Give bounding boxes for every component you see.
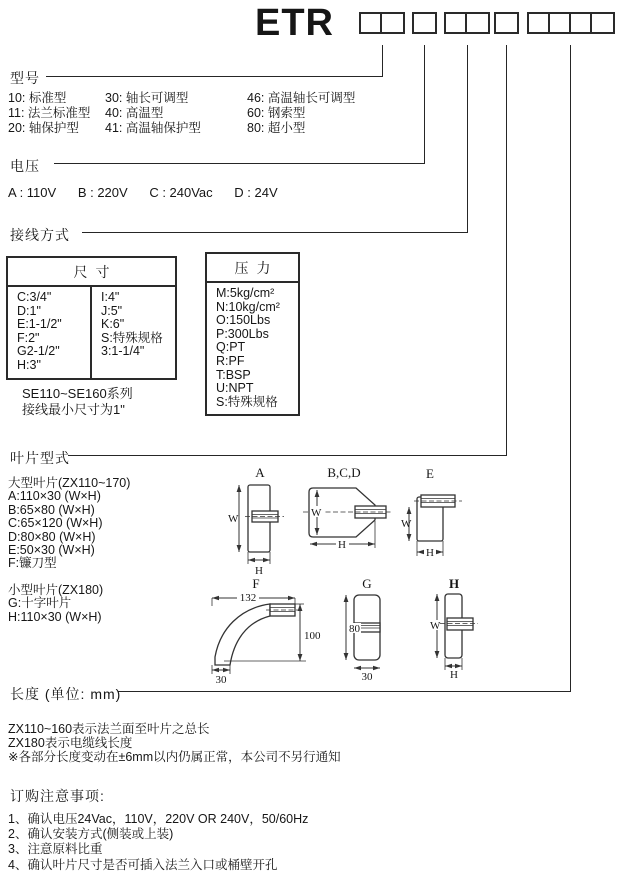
vane-list-line: A:110×30 (W×H) (8, 489, 101, 504)
page-title: ETR (255, 2, 334, 44)
diagram-label: A (255, 465, 265, 480)
vane-list-line: B:65×80 (W×H) (8, 502, 95, 517)
section-label-connection: 接线方式 (10, 227, 70, 243)
voltage-option: D : 24V (234, 185, 278, 200)
vane-diagram-bcd (296, 464, 392, 552)
length-note-line: ZX180表示电缆线长度 (8, 736, 133, 750)
vane-diagram-h (426, 577, 482, 689)
vane-list-line: 大型叶片(ZX110~170) (8, 476, 131, 490)
code-box-group-voltage (412, 12, 437, 34)
voltage-option: C : 240Vac (149, 185, 213, 200)
code-box (592, 14, 613, 32)
pressure-option: Q:PT (216, 340, 246, 355)
code-box (467, 14, 488, 32)
code-box-group-connection (444, 12, 490, 34)
diagram-label: G (362, 577, 372, 591)
dim-label-bottom: 30 (215, 674, 227, 686)
model-item: 80: 超小型 (247, 121, 306, 135)
size-table-col2 (92, 287, 167, 378)
section-rule-connection (82, 232, 468, 233)
dim-label-bottom: 30 (361, 671, 373, 683)
vane-diagram-g (340, 577, 392, 689)
vane-list-line: F:镰刀型 (8, 556, 57, 571)
vane-small-list (8, 584, 103, 624)
diagram-label: E (426, 466, 434, 481)
diagram-label: H (448, 577, 460, 591)
vane-diagram-f (194, 577, 342, 691)
size-option: E:1-1/2" (17, 317, 62, 332)
pressure-option: N:10kg/cm² (216, 299, 280, 314)
ordering-item: 3、注意原料比重 (8, 842, 103, 857)
section-rule-vane (68, 455, 507, 456)
section-label-length: 长度 (单位: mm) (10, 686, 122, 702)
dim-label-h: H (450, 669, 458, 681)
pressure-option: S:特殊规格 (216, 394, 278, 409)
dim-label-w: W (430, 620, 441, 632)
vane-list-line: C:65×120 (W×H) (8, 516, 103, 531)
code-box-group-length (527, 12, 615, 34)
connector-line-length (570, 45, 571, 691)
pressure-option: O:150Lbs (216, 313, 271, 328)
connection-note-line: SE110~SE160系列 (22, 386, 133, 401)
code-box (382, 14, 403, 32)
vane-diagram-e (400, 464, 472, 564)
ordering-item: 2、确认安装方式(侧装或上装) (8, 827, 174, 842)
section-label-model: 型号 (10, 70, 40, 86)
voltage-option: A : 110V (8, 185, 57, 200)
size-option: I:4" (101, 290, 120, 304)
vane-list-line: 小型叶片(ZX180) (8, 583, 104, 597)
vane-list-line: E:50×30 (W×H) (8, 543, 95, 558)
vane-large-list (8, 477, 130, 571)
dim-label-w: W (311, 507, 322, 519)
model-item: 41: 高温轴保护型 (105, 121, 201, 135)
section-rule-model (46, 76, 383, 77)
section-label-ordering: 订购注意事项: (10, 788, 105, 804)
model-item: 60: 钢索型 (247, 106, 306, 120)
section-rule-length (118, 691, 571, 692)
vane-list-line: D:80×80 (W×H) (8, 529, 96, 544)
size-table (6, 256, 177, 380)
size-table-title: 尺寸 (8, 258, 175, 287)
vane-diagram-a (226, 464, 296, 576)
section-rule-voltage (54, 163, 425, 164)
code-box-group-model (359, 12, 405, 34)
code-box-group-vane (494, 12, 519, 34)
pressure-option: U:NPT (216, 381, 254, 396)
code-box (571, 14, 592, 32)
code-box (496, 14, 517, 32)
vane-list-line: G:十字叶片 (8, 596, 72, 611)
code-box (361, 14, 382, 32)
size-option: J:5" (101, 303, 123, 318)
size-option: K:6" (101, 317, 125, 332)
dim-label-w: W (228, 513, 239, 525)
vane-list-line: H:110×30 (W×H) (8, 609, 102, 624)
ordering-items (8, 812, 308, 873)
length-note-line: ZX110~160表示法兰面至叶片之总长 (8, 722, 210, 736)
pressure-table-items (207, 283, 284, 414)
model-list (8, 91, 448, 136)
dim-label-w: W (401, 518, 412, 530)
dim-label-left: 80 (349, 623, 360, 635)
pressure-table-title: 压力 (207, 254, 298, 283)
model-item: 30: 轴长可调型 (105, 91, 189, 105)
size-option: D:1" (17, 303, 41, 318)
voltage-options (8, 185, 296, 200)
connector-line-vane (506, 45, 507, 455)
voltage-option: B : 220V (77, 185, 128, 200)
size-option: H:3" (17, 357, 41, 372)
diagram-label: F (252, 577, 260, 591)
size-option: 3:1-1/4" (101, 344, 145, 359)
code-box (529, 14, 550, 32)
size-option: C:3/4" (17, 290, 52, 304)
pressure-table (205, 252, 300, 416)
code-box (414, 14, 435, 32)
dim-label-right: 100 (304, 630, 321, 642)
ordering-item: 4、确认叶片尺寸是否可插入法兰入口或桶壁开孔 (8, 857, 278, 872)
model-item: 20: 轴保护型 (8, 121, 79, 135)
size-table-col1 (8, 287, 92, 378)
dim-label-top: 132 (239, 592, 257, 604)
pressure-option: M:5kg/cm² (216, 286, 275, 300)
pressure-option: T:BSP (216, 367, 251, 382)
dim-label-h: H (338, 539, 346, 551)
section-label-voltage: 电压 (10, 158, 40, 174)
size-option: F:2" (17, 330, 40, 345)
pressure-option: P:300Lbs (216, 326, 269, 341)
diagram-label: B,C,D (327, 465, 361, 480)
connection-note-line: 接线最小尺寸为1" (22, 401, 125, 417)
model-item: 10: 标准型 (8, 91, 67, 105)
connection-note (22, 386, 133, 417)
length-notes (8, 722, 341, 764)
code-box (446, 14, 467, 32)
connector-line-connection (467, 45, 468, 232)
pressure-option: R:PF (216, 353, 245, 368)
code-box (550, 14, 571, 32)
model-item: 46: 高温轴长可调型 (247, 91, 356, 105)
dim-label-h: H (426, 547, 434, 559)
model-item: 40: 高温型 (105, 106, 164, 120)
connector-line-model (382, 45, 383, 76)
dim-label-h: H (255, 565, 263, 576)
section-label-vane: 叶片型式 (10, 450, 70, 466)
length-note-line: ※各部分长度变动在±6mm以内仍属正常，本公司不另行通知 (8, 750, 341, 764)
model-item: 11: 法兰标准型 (8, 106, 91, 120)
size-option: G2-1/2" (17, 344, 60, 359)
size-option: S:特殊规格 (101, 330, 163, 345)
ordering-item: 1、确认电压24Vac，110V，220V OR 240V，50/60Hz (8, 812, 309, 826)
